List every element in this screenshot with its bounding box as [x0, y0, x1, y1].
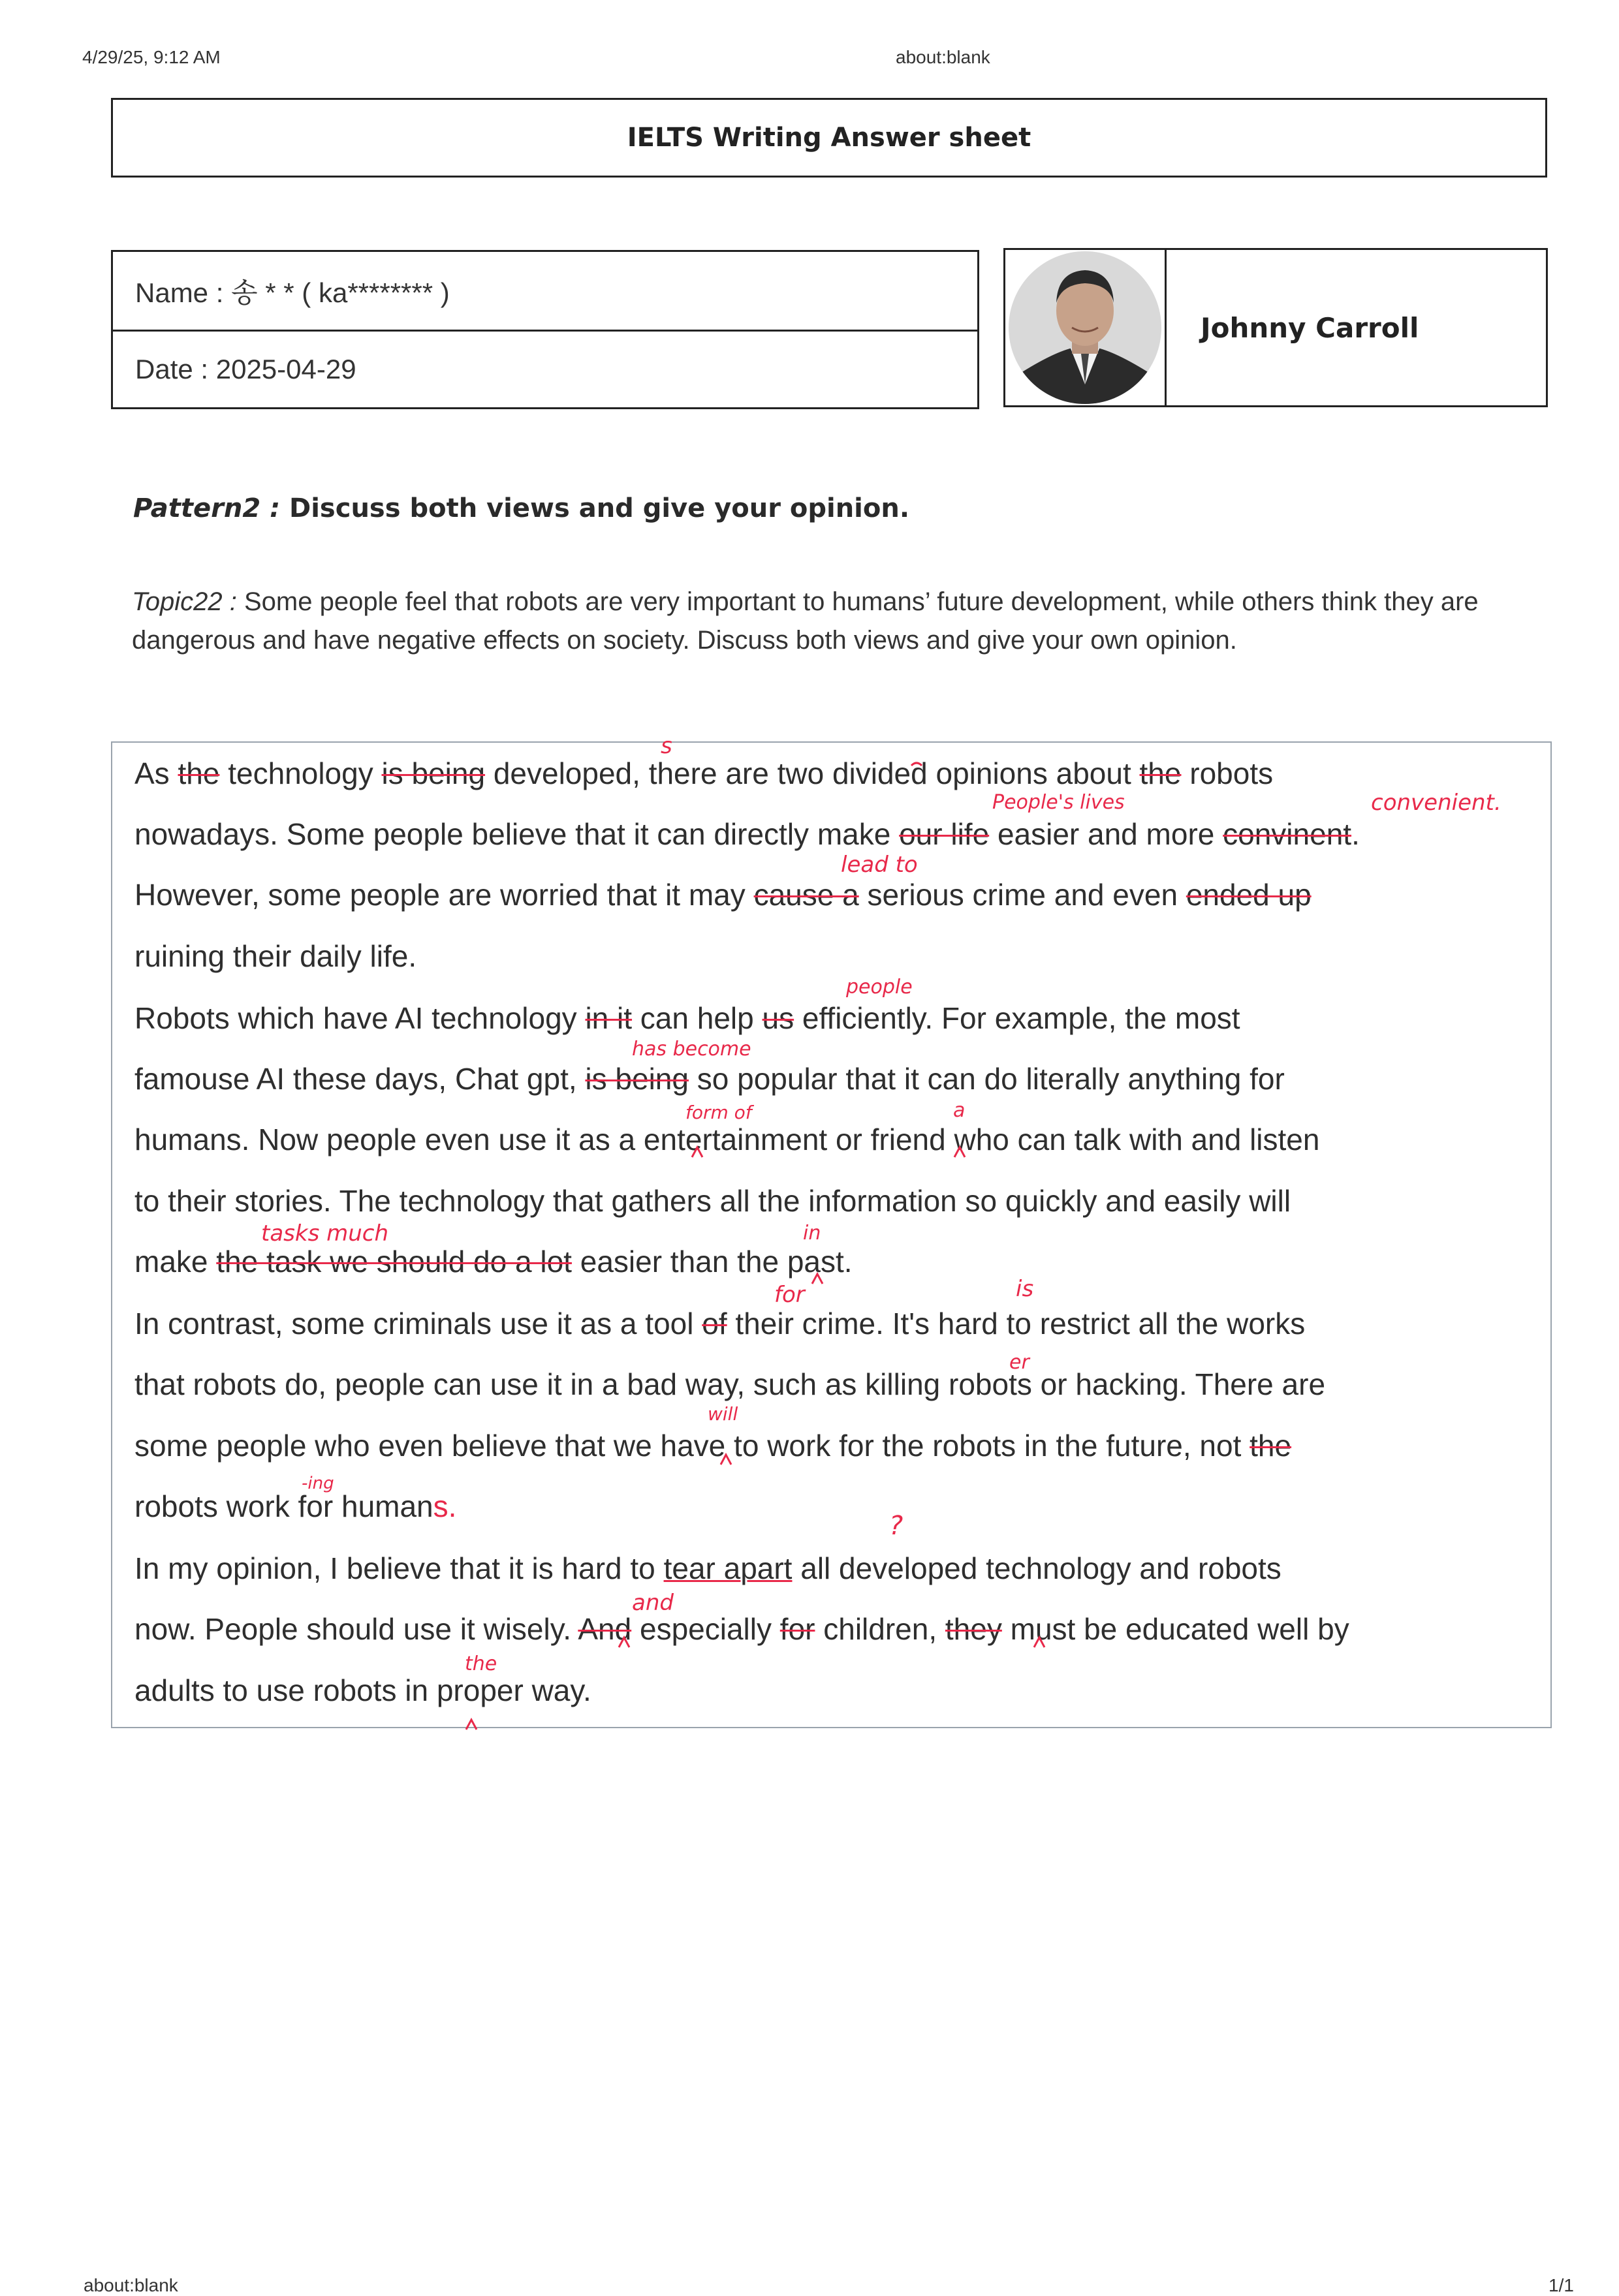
correction-note: a	[953, 1099, 966, 1122]
essay-line: to their stories. The technology that gathers all the information so quickly and easily will	[134, 1184, 1291, 1218]
correction-note: -ing	[302, 1474, 334, 1493]
correction-note: convenient.	[1371, 790, 1501, 816]
correction-note: in	[803, 1222, 821, 1245]
essay-line: Robots which have AI technology in it can help us efficiently. For example, the most	[134, 1001, 1240, 1035]
essay-line: now. People should use it wisely. And especially for children, they must be educated well by	[134, 1612, 1349, 1646]
essay-line: famouse AI these days, Chat gpt, is being so popular that it can do literally anything for	[134, 1062, 1285, 1096]
teacher-photo	[1005, 250, 1167, 405]
correction-note: People's lives	[992, 791, 1125, 814]
correction-note: is	[1016, 1276, 1034, 1302]
correction-note: people	[846, 976, 913, 999]
essay-line: humans. Now people even use it as a entertainment or friend who can talk with and listen	[134, 1123, 1320, 1156]
correction-note: the	[465, 1652, 497, 1675]
page-number: 1/1	[1548, 2275, 1574, 2295]
essay-line: ruining their daily life.	[134, 939, 417, 973]
sheet-title: IELTS Writing Answer sheet	[111, 98, 1547, 178]
topic-text: Some people feel that robots are very important to humans’ future development, while others think they are dangerous and have negative effects on society. Discuss both views and give your own opinion.	[132, 587, 1479, 655]
print-url: about:blank	[896, 47, 990, 67]
correction-note: and	[632, 1590, 674, 1616]
student-info-box	[111, 250, 979, 409]
essay-line: that robots do, people can use it in a bad way, such as killing robots or hacking. There are	[134, 1367, 1326, 1401]
pattern-heading	[133, 493, 909, 523]
avatar	[1008, 251, 1162, 405]
essay-line: adults to use robots in proper way.	[134, 1673, 591, 1707]
topic-prompt	[132, 583, 1509, 660]
correction-note: for	[774, 1282, 805, 1308]
essay-line: In contrast, some criminals use it as a tool of their crime. It's hard to restrict all the works	[134, 1307, 1306, 1341]
correction-note: has become	[632, 1038, 751, 1061]
correction-note: s	[661, 733, 672, 759]
correction-note: will	[708, 1403, 738, 1425]
essay-line: As the technology is being developed, there are two divided opinions about the robots	[134, 756, 1274, 790]
correction-note: tasks much	[261, 1220, 389, 1247]
essay-line: robots work for humans.	[134, 1489, 457, 1523]
correction-note: ?	[889, 1511, 904, 1541]
teacher-box	[1003, 248, 1548, 407]
essay-line: make the task we should do a lot easier than the past.	[134, 1245, 853, 1279]
pattern-text: Discuss both views and give your opinion.	[280, 493, 910, 523]
pattern-label: Pattern2 :	[133, 493, 281, 523]
topic-label: Topic22 :	[132, 587, 237, 616]
teacher-name: Johnny Carroll	[1201, 311, 1419, 344]
correction-note: lead to	[841, 852, 918, 878]
essay-line: nowadays. Some people believe that it can directly make our life easier and more convinent.	[134, 817, 1360, 851]
correction-note: form of	[685, 1102, 752, 1123]
student-name: Name : 송 * * ( ka******** )	[135, 277, 450, 308]
essay-line: However, some people are worried that it may cause a serious crime and even ended up	[134, 878, 1312, 912]
print-datetime: 4/29/25, 9:12 AM	[82, 47, 221, 67]
submission-date: Date : 2025-04-29	[113, 330, 977, 407]
essay-line: In my opinion, I believe that it is hard to tear apart all developed technology and robots	[134, 1551, 1281, 1585]
print-url-footer: about:blank	[84, 2275, 178, 2295]
correction-note: er	[1009, 1351, 1030, 1374]
essay-line: some people who even believe that we have to work for the robots in the future, not the	[134, 1429, 1292, 1463]
